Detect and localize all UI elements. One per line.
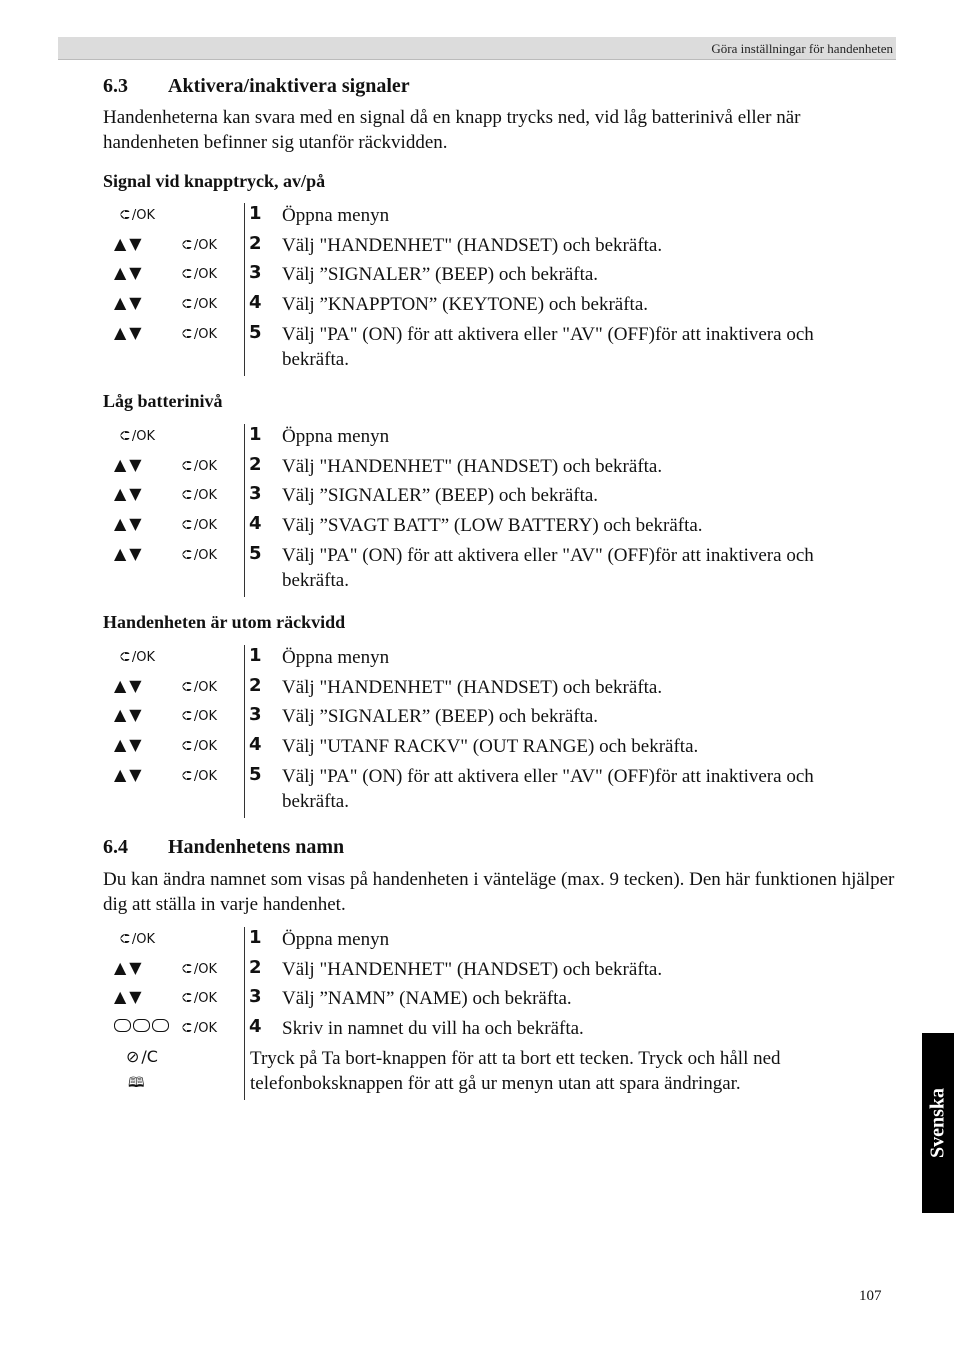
step-number: 1 <box>249 645 262 666</box>
menu-ok-icon: ⮈ /OK <box>182 267 218 282</box>
up-down-arrows-icon: ▲▼ <box>114 958 145 977</box>
menu-ok-icon: ⮈ /OK <box>182 962 218 977</box>
step-number: 2 <box>249 233 262 254</box>
step-text: Välj "PA" (ON) för att aktivera eller "AV" (OFF)för att inaktivera och bekräfta. <box>282 324 814 370</box>
up-down-arrows-icon: ▲▼ <box>114 705 145 724</box>
divider-line <box>244 424 245 597</box>
running-header-text: Göra inställningar för handenheten <box>711 41 893 56</box>
up-down-arrows-icon: ▲▼ <box>114 987 145 1006</box>
step-text: Välj "UTANF RACKV" (OUT RANGE) och bekräfta. <box>282 736 699 757</box>
step-number: 1 <box>249 203 262 224</box>
section-number: 6.4 <box>103 836 128 858</box>
step-text: Välj ”SIGNALER” (BEEP) och bekräfta. <box>282 485 599 506</box>
subheading-out-of-range: Handenheten är utom räckvidd <box>103 612 346 632</box>
step-text: Välj "PA" (ON) för att aktivera eller "AV" (OFF)för att inaktivera och bekräfta. <box>282 545 814 591</box>
up-down-arrows-icon: ▲▼ <box>114 765 145 784</box>
section-heading-6-3 <box>103 75 410 98</box>
step-text: Öppna menyn <box>282 205 390 226</box>
menu-ok-icon: ⮈ /OK <box>182 327 218 342</box>
section-intro: Handenheterna kan svara med en signal då en knapp trycks ned, vid låg batterinivå eller när handenheten befinner sig utanför räckvidden. <box>103 107 801 153</box>
up-down-arrows-icon: ▲▼ <box>114 234 145 253</box>
menu-ok-icon: ⮈ /OK <box>120 208 156 223</box>
section-title: Aktivera/inaktivera signaler <box>168 75 410 97</box>
step-text: Välj "PA" (ON) för att aktivera eller "AV" (OFF)för att inaktivera och bekräfta. <box>282 766 814 812</box>
subheading-keytone: Signal vid knapptryck, av/på <box>103 171 326 191</box>
menu-ok-icon: ⮈ /OK <box>120 650 156 665</box>
step-number: 2 <box>249 675 262 696</box>
menu-ok-icon: ⮈ /OK <box>182 518 218 533</box>
step-text: Välj ”SIGNALER” (BEEP) och bekräfta. <box>282 706 599 727</box>
menu-ok-icon: ⮈ /OK <box>182 991 218 1006</box>
note-text: Tryck på Ta bort-knappen för att ta bort ett tecken. Tryck och håll ned telefonboksknappen för att gå ur menyn utan att spara ändringar. <box>250 1048 781 1094</box>
step-number: 4 <box>249 1016 262 1037</box>
menu-ok-icon: ⮈ /OK <box>182 709 218 724</box>
divider-line <box>244 645 245 818</box>
step-text: Skriv in namnet du vill ha och bekräfta. <box>282 1018 584 1039</box>
subheading-low-battery: Låg batterinivå <box>103 391 223 411</box>
step-number: 2 <box>249 454 262 475</box>
phonebook-icon: 🕮 <box>128 1075 145 1091</box>
section-title: Handenhetens namn <box>168 836 345 858</box>
step-number: 5 <box>249 322 262 343</box>
step-text: Välj "HANDENHET" (HANDSET) och bekräfta. <box>282 235 663 256</box>
up-down-arrows-icon: ▲▼ <box>114 735 145 754</box>
keypad-button-icon <box>152 1019 169 1032</box>
menu-ok-icon: ⮈ /OK <box>182 488 218 503</box>
running-header <box>58 37 896 60</box>
up-down-arrows-icon: ▲▼ <box>114 293 145 312</box>
menu-ok-icon: ⮈ /OK <box>182 459 218 474</box>
step-text: Välj "HANDENHET" (HANDSET) och bekräfta. <box>282 677 663 698</box>
step-number: 4 <box>249 513 262 534</box>
keypad-button-icon <box>133 1019 150 1032</box>
section-number: 6.3 <box>103 75 128 97</box>
section-heading-6-4 <box>103 836 344 859</box>
menu-ok-icon: ⮈ /OK <box>182 1021 218 1036</box>
up-down-arrows-icon: ▲▼ <box>114 455 145 474</box>
menu-ok-icon: ⮈ /OK <box>120 932 156 947</box>
step-text: Öppna menyn <box>282 426 390 447</box>
step-number: 1 <box>249 424 262 445</box>
language-tab <box>922 1033 954 1213</box>
step-text: Välj ”NAMN” (NAME) och bekräfta. <box>282 988 572 1009</box>
up-down-arrows-icon: ▲▼ <box>114 263 145 282</box>
step-number: 4 <box>249 734 262 755</box>
menu-ok-icon: ⮈ /OK <box>182 680 218 695</box>
step-text: Välj "HANDENHET" (HANDSET) och bekräfta. <box>282 456 663 477</box>
page-number: 107 <box>859 1288 882 1304</box>
menu-ok-icon: ⮈ /OK <box>182 297 218 312</box>
menu-ok-icon: ⮈ /OK <box>182 548 218 563</box>
menu-ok-icon: ⮈ /OK <box>182 769 218 784</box>
up-down-arrows-icon: ▲▼ <box>114 544 145 563</box>
language-tab-label: Svenska <box>926 1087 949 1159</box>
up-down-arrows-icon: ▲▼ <box>114 514 145 533</box>
step-number: 4 <box>249 292 262 313</box>
section-intro: Du kan ändra namnet som visas på handenheten i vänteläge (max. 9 tecken). Den här funktionen hjälper dig att ställa in varje handenhet. <box>103 869 895 915</box>
keypad-icon <box>114 1019 169 1032</box>
step-text: Välj ”KNAPPTON” (KEYTONE) och bekräfta. <box>282 294 649 315</box>
step-number: 3 <box>249 262 262 283</box>
divider-line <box>244 203 245 376</box>
step-text: Öppna menyn <box>282 929 390 950</box>
step-number: 5 <box>249 764 262 785</box>
step-text: Välj "HANDENHET" (HANDSET) och bekräfta. <box>282 959 663 980</box>
step-number: 2 <box>249 957 262 978</box>
step-number: 3 <box>249 483 262 504</box>
step-number: 3 <box>249 986 262 1007</box>
keypad-button-icon <box>114 1019 131 1032</box>
menu-ok-icon: ⮈ /OK <box>120 429 156 444</box>
step-text: Öppna menyn <box>282 647 390 668</box>
up-down-arrows-icon: ▲▼ <box>114 676 145 695</box>
step-number: 5 <box>249 543 262 564</box>
step-text: Välj ”SVAGT BATT” (LOW BATTERY) och bekräfta. <box>282 515 703 536</box>
up-down-arrows-icon: ▲▼ <box>114 323 145 342</box>
menu-ok-icon: ⮈ /OK <box>182 238 218 253</box>
step-number: 3 <box>249 704 262 725</box>
menu-ok-icon: ⮈ /OK <box>182 739 218 754</box>
delete-icon: ⊘ /C <box>126 1047 158 1066</box>
up-down-arrows-icon: ▲▼ <box>114 484 145 503</box>
step-text: Välj ”SIGNALER” (BEEP) och bekräfta. <box>282 264 599 285</box>
divider-line <box>244 927 245 1100</box>
step-number: 1 <box>249 927 262 948</box>
